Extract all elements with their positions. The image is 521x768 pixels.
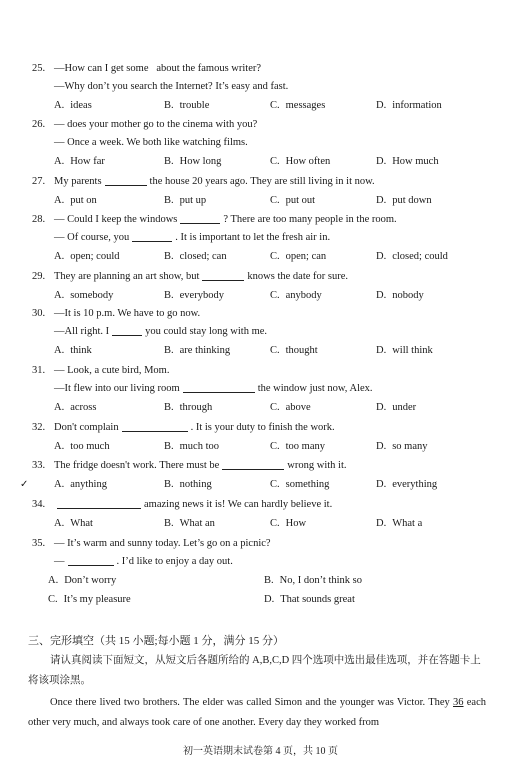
page-footer: 初一英语期末试卷第 4 页，共 10 页: [183, 746, 338, 757]
option-a[interactable]: A. somebody: [54, 290, 114, 301]
question-number: 28.: [32, 214, 46, 225]
option-a[interactable]: A. open; could: [54, 251, 120, 262]
options: [32, 341, 502, 360]
question-number: 27.: [32, 176, 46, 187]
option-d[interactable]: D. How much: [376, 156, 439, 167]
question-32: [32, 419, 502, 456]
question-number: 25.: [32, 63, 46, 74]
option-d[interactable]: D. will think: [376, 345, 433, 356]
options: [32, 514, 502, 533]
option-b[interactable]: B. through: [164, 402, 213, 413]
option-c[interactable]: C. It’s my pleasure: [48, 594, 131, 605]
question-text: amazing news it is! We can hardly believe it.: [144, 499, 333, 510]
options: [32, 571, 502, 590]
question-28: [32, 211, 502, 266]
option-b[interactable]: B. No, I don’t think so: [264, 575, 362, 586]
option-a[interactable]: A. What: [54, 518, 93, 529]
option-c[interactable]: C. put out: [270, 195, 316, 206]
question-number: 30.: [32, 308, 46, 319]
question-number: 34.: [32, 499, 46, 510]
question-26: [32, 116, 502, 171]
option-a[interactable]: A. think: [54, 345, 92, 356]
question-text: wrong with it.: [287, 460, 347, 471]
options: [32, 286, 502, 305]
options: [32, 96, 502, 115]
passage-text: Once there lived two brothers. The elder was called Simon and the younger was Victor. They: [50, 697, 450, 708]
options: [32, 191, 502, 210]
question-number: 35.: [32, 538, 46, 549]
section-title: 三、完形填空（共 15 小题;每小题 1 分，满分 15 分）: [28, 635, 285, 647]
option-b[interactable]: B. put up: [164, 195, 207, 206]
option-b[interactable]: B. everybody: [164, 290, 224, 301]
option-b[interactable]: B. are thinking: [164, 345, 231, 356]
answer-blank: [122, 419, 188, 432]
question-text: The fridge doesn't work. There must be: [54, 460, 220, 471]
option-b[interactable]: B. trouble: [164, 100, 210, 111]
option-c[interactable]: C. too many: [270, 441, 326, 452]
option-b[interactable]: B. much too: [164, 441, 220, 452]
check-mark-icon: ✓: [20, 479, 29, 490]
options: [32, 398, 502, 417]
answer-blank: [68, 553, 114, 566]
option-d[interactable]: D. What a: [376, 518, 423, 529]
question-text: They are planning an art show, but: [54, 271, 200, 282]
question-27: [32, 173, 502, 210]
option-a[interactable]: A. ideas: [54, 100, 92, 111]
question-number: 26.: [32, 119, 46, 130]
option-c[interactable]: C. something: [270, 479, 330, 490]
option-c[interactable]: C. messages: [270, 100, 326, 111]
section-instruction: 请认真阅读下面短文，从短文后各题所给的 A,B,C,D 四个选项中选出最佳选项，并在答题卡上将该项涂黑。: [28, 655, 481, 686]
question-text: about the famous writer?: [156, 63, 262, 74]
question-reply: —: [54, 556, 65, 567]
option-d[interactable]: D. everything: [376, 479, 438, 490]
question-text: — Could I keep the windows: [54, 214, 178, 225]
cloze-passage: [28, 693, 486, 733]
option-c[interactable]: C. above: [270, 402, 311, 413]
options: [32, 247, 502, 266]
answer-blank: [105, 173, 147, 186]
question-text: does your mother go to the cinema with you?: [67, 119, 258, 130]
option-b[interactable]: B. How long: [164, 156, 222, 167]
question-reply: . I’d like to enjoy a day out.: [116, 556, 233, 567]
question-reply: —Why don’t you search the Internet? It’s easy and fast.: [54, 81, 289, 92]
option-d[interactable]: D. put down: [376, 195, 432, 206]
question-33: [20, 457, 502, 494]
option-d[interactable]: D. information: [376, 100, 442, 111]
options: [20, 475, 502, 494]
question-text: — It’s warm and sunny today. Let’s go on a picnic?: [54, 538, 271, 549]
answer-blank: [112, 323, 142, 336]
question-number: 33.: [32, 460, 46, 471]
question-30: [32, 305, 502, 360]
question-reply: — Of course, you: [54, 232, 130, 243]
option-c[interactable]: C. open; can: [270, 251, 327, 262]
option-a[interactable]: A. across: [54, 402, 97, 413]
question-reply: —All right. I: [54, 326, 110, 337]
question-reply: you could stay long with me.: [145, 326, 268, 337]
answer-blank: [180, 211, 220, 224]
question-number: 32.: [32, 422, 46, 433]
question-text: Don't complain: [54, 422, 119, 433]
option-c[interactable]: C. thought: [270, 345, 318, 356]
question-text: —: [54, 119, 65, 130]
option-d[interactable]: D. nobody: [376, 290, 424, 301]
option-a[interactable]: A. anything: [54, 479, 107, 490]
question-text: —It is 10 p.m. We have to go now.: [54, 308, 201, 319]
answer-blank: [183, 380, 255, 393]
question-text: My parents: [54, 176, 102, 187]
option-a[interactable]: A. Don’t worry: [48, 575, 117, 586]
option-c[interactable]: C. How often: [270, 156, 331, 167]
question-text: —How can I get some: [54, 63, 149, 74]
question-reply: — Once a week. We both like watching films.: [54, 137, 248, 148]
question-text: — Look, a cute bird, Mom.: [54, 365, 170, 376]
question-31: [32, 362, 502, 417]
answer-blank: [222, 457, 284, 470]
option-b[interactable]: B. nothing: [164, 479, 212, 490]
option-b[interactable]: B. What an: [164, 518, 215, 529]
question-text: knows the date for sure.: [247, 271, 349, 282]
blank-36: 36: [453, 697, 464, 708]
option-b[interactable]: B. closed; can: [164, 251, 227, 262]
option-a[interactable]: A. put on: [54, 195, 97, 206]
question-text: . It is your duty to finish the work.: [190, 422, 335, 433]
question-reply: —It flew into our living room: [54, 383, 180, 394]
question-reply: the window just now, Alex.: [257, 383, 373, 394]
option-a[interactable]: A. too much: [54, 441, 110, 452]
question-34: [32, 496, 502, 533]
option-d[interactable]: D. so many: [376, 441, 428, 452]
question-35: [32, 535, 502, 609]
option-c[interactable]: C. How: [270, 518, 307, 529]
option-a[interactable]: A. How far: [54, 156, 105, 167]
question-25: [32, 60, 502, 115]
options: [32, 437, 502, 456]
question-29: [32, 268, 502, 305]
option-d[interactable]: D. under: [376, 402, 417, 413]
options: [32, 152, 502, 171]
option-d[interactable]: D. closed; could: [376, 251, 448, 262]
option-d[interactable]: D. That sounds great: [264, 594, 355, 605]
question-number: 29.: [32, 271, 46, 282]
answer-blank: [202, 268, 244, 281]
question-number: 31.: [32, 365, 46, 376]
question-text: the house 20 years ago. They are still living in it now.: [149, 176, 375, 187]
option-c[interactable]: C. anybody: [270, 290, 322, 301]
question-reply: . It is important to let the fresh air in.: [175, 232, 331, 243]
question-text: ? There are too many people in the room.: [223, 214, 397, 225]
answer-blank: [57, 496, 141, 509]
answer-blank: [132, 229, 172, 242]
passage-text: each other very much, and always took care of one another. Every day they worked from: [28, 697, 486, 728]
options: [32, 590, 502, 609]
